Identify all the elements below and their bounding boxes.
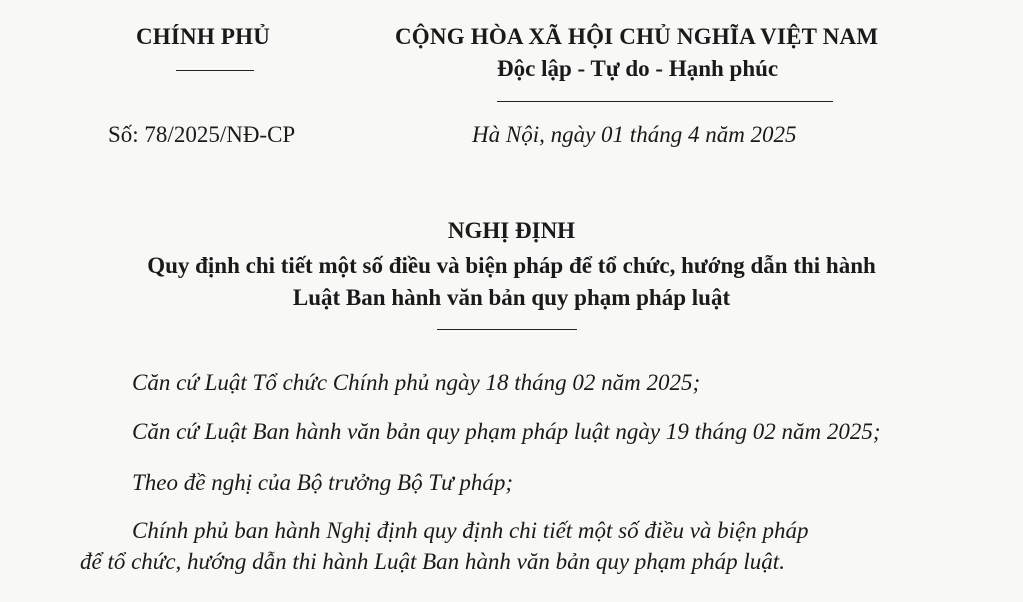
enactment-line-1: Chính phủ ban hành Nghị định quy định chi tiết một số điều và biện pháp bbox=[132, 518, 809, 543]
document-number: Số: 78/2025/NĐ-CP bbox=[108, 122, 296, 147]
subject-line-2: Luật Ban hành văn bản quy phạm pháp luật bbox=[292, 285, 731, 310]
subject-line-1: Quy định chi tiết một số điều và biện pháp để tổ chức, hướng dẫn thi hành bbox=[147, 253, 876, 278]
document-type: NGHỊ ĐỊNH bbox=[447, 218, 576, 243]
legal-basis-2: Căn cứ Luật Ban hành văn bản quy phạm pháp luật ngày 19 tháng 02 năm 2025; bbox=[132, 419, 881, 444]
issuer-name: CHÍNH PHỦ bbox=[136, 24, 271, 49]
legal-basis-3: Theo đề nghị của Bộ trưởng Bộ Tư pháp; bbox=[132, 470, 514, 495]
motto-underline bbox=[497, 101, 833, 102]
subject-underline bbox=[437, 329, 577, 330]
issuer-underline bbox=[176, 70, 254, 71]
national-motto: Độc lập - Tự do - Hạnh phúc bbox=[497, 56, 779, 81]
document-subject bbox=[0, 250, 1023, 314]
legal-basis-1: Căn cứ Luật Tổ chức Chính phủ ngày 18 tháng 02 năm 2025; bbox=[132, 370, 701, 395]
enactment-line-2: để tổ chức, hướng dẫn thi hành Luật Ban hành văn bản quy phạm pháp luật. bbox=[80, 549, 785, 574]
national-name: CỘNG HÒA XÃ HỘI CHỦ NGHĨA VIỆT NAM bbox=[395, 24, 879, 49]
place-and-date: Hà Nội, ngày 01 tháng 4 năm 2025 bbox=[472, 122, 797, 147]
